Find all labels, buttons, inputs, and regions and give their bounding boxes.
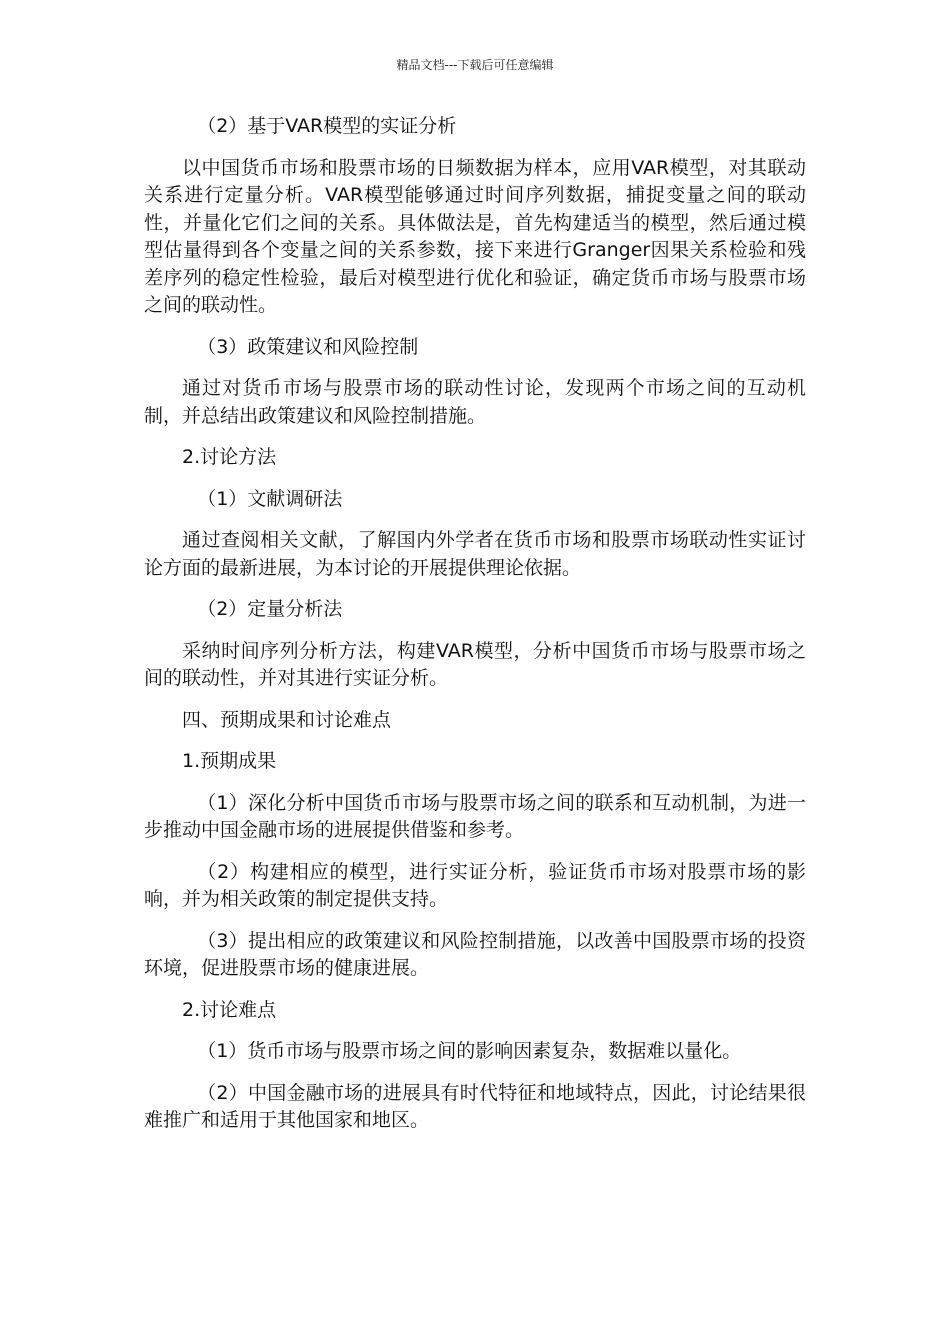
paragraph-difficulty-1: （1）货币市场与股票市场之间的影响因素复杂，数据难以量化。 — [197, 1040, 742, 1062]
paragraph-result-2: （2）构建相应的模型，进行实证分析，验证货币市场对股票市场的影响，并为相关政策的制定提供支持。 — [144, 860, 806, 910]
paragraph-policy: 通过对货币市场与股票市场的联动性讨论，发现两个市场之间的互动机制，并总结出政策建议和风险控制措施。 — [144, 377, 806, 427]
section-heading-literature: （1）文献调研法 — [197, 487, 343, 510]
section-heading-difficulties: 2.讨论难点 — [182, 998, 277, 1021]
paragraph-quantitative: 采纳时间序列分析方法，构建VAR模型，分析中国货币市场与股票市场之间的联动性，并对其进行实证分析。 — [144, 639, 806, 689]
paragraph-var-method: 以中国货币市场和股票市场的日频数据为样本，应用VAR模型，对其联动关系进行定量分析。VAR模型能够通过时间序列数据，捕捉变量之间的联动性，并量化它们之间的关系。具体做法是，首先构建适当的模型，然后通过模型估量得到各个变量之间的关系参数，接下来进行Granger因果关系检验和残差序列的稳定性检验，最后对模型进行优化和验证，确定货币市场与股票市场之间的联动性。 — [144, 156, 806, 316]
page-header: 精品文档---下载后可任意编辑 — [396, 58, 554, 72]
paragraph-result-1: （1）深化分析中国货币市场与股票市场之间的联系和互动机制，为进一步推动中国金融市场的进展提供借鉴和参考。 — [144, 791, 806, 841]
document-body — [144, 113, 806, 1149]
section-heading-methods: 2.讨论方法 — [182, 446, 277, 468]
section-heading-policy: （3）政策建议和风险控制 — [197, 335, 419, 358]
paragraph-literature: 通过查阅相关文献，了解国内外学者在货币市场和股票市场联动性实证讨论方面的最新进展，为本讨论的开展提供理论依据。 — [144, 529, 806, 579]
paragraph-difficulty-2: （2）中国金融市场的进展具有时代特征和地域特点，因此，讨论结果很难推广和适用于其他国家和地区。 — [144, 1081, 806, 1131]
paragraph-result-3: （3）提出相应的政策建议和风险控制措施，以改善中国股票市场的投资环境，促进股票市场的健康进展。 — [144, 929, 806, 979]
section-heading-expected-results: 四、预期成果和讨论难点 — [182, 708, 392, 731]
section-heading-quantitative: （2）定量分析法 — [197, 598, 343, 620]
section-heading-results: 1.预期成果 — [182, 750, 277, 772]
section-heading-var-analysis: （2）基于VAR模型的实证分析 — [197, 115, 457, 137]
